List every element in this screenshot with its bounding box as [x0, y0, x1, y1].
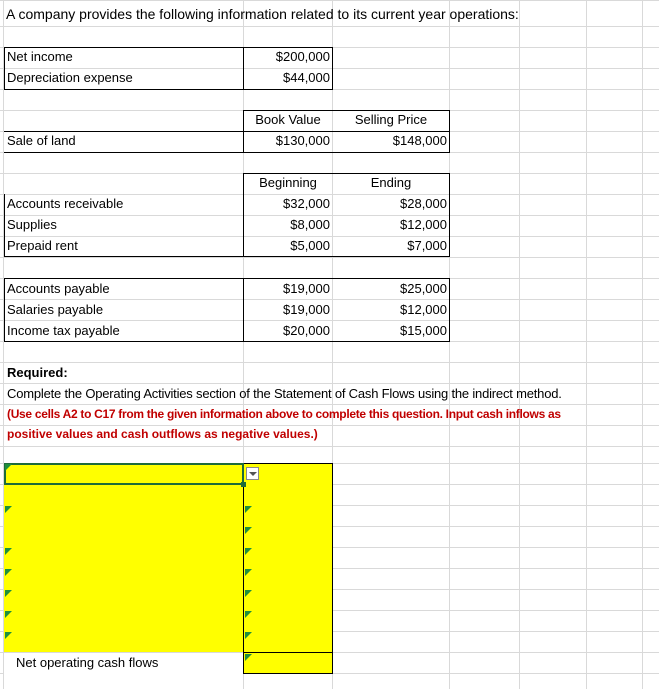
cell-indicator-icon — [245, 611, 252, 618]
cell-indicator-icon — [5, 464, 12, 471]
answer-cell-b4[interactable] — [244, 547, 332, 568]
required-heading: Required: — [7, 365, 68, 380]
prepaid-rent-label[interactable]: Prepaid rent — [7, 238, 78, 253]
required-instruction: Complete the Operating Activities section of the Statement of Cash Flows using the indirect method. — [7, 386, 562, 401]
answer-cell-a5[interactable] — [4, 568, 243, 589]
book-value-header[interactable]: Book Value — [255, 112, 321, 127]
net-income-value[interactable]: $200,000 — [275, 49, 330, 64]
answer-cell-b5[interactable] — [244, 568, 332, 589]
depreciation-label[interactable]: Depreciation expense — [7, 70, 133, 85]
income-tax-payable-ending[interactable]: $15,000 — [400, 323, 447, 338]
header-title: A company provides the following information related to its current year operations: — [6, 6, 519, 22]
cell-indicator-icon — [245, 548, 252, 555]
cell-indicator-icon — [5, 569, 12, 576]
cell-indicator-icon — [5, 611, 12, 618]
answer-cell-b6[interactable] — [244, 589, 332, 610]
accounts-receivable-ending[interactable]: $28,000 — [400, 196, 447, 211]
answer-cell-b2[interactable] — [244, 505, 332, 526]
answer-cell-a6[interactable] — [4, 589, 243, 610]
answer-cell-a4[interactable] — [4, 547, 243, 568]
answer-cell-b7[interactable] — [244, 610, 332, 631]
accounts-payable-ending[interactable]: $25,000 — [400, 281, 447, 296]
net-operating-value-cell[interactable] — [244, 653, 332, 673]
cell-indicator-icon — [245, 506, 252, 513]
answer-cell-b3[interactable] — [244, 526, 332, 547]
land-book-value[interactable]: $130,000 — [275, 133, 330, 148]
salaries-payable-ending[interactable]: $12,000 — [400, 302, 447, 317]
salaries-payable-beginning[interactable]: $19,000 — [283, 302, 330, 317]
answer-cell-a2[interactable] — [4, 505, 243, 526]
cell-indicator-icon — [245, 632, 252, 639]
accounts-payable-label[interactable]: Accounts payable — [7, 281, 110, 296]
dropdown-icon[interactable] — [246, 467, 259, 480]
accounts-payable-beginning[interactable]: $19,000 — [283, 281, 330, 296]
income-tax-payable-beginning[interactable]: $20,000 — [283, 323, 330, 338]
cell-indicator-icon — [5, 506, 12, 513]
answer-cell-b8[interactable] — [244, 631, 332, 652]
answer-cell-a8[interactable] — [4, 631, 243, 652]
accounts-receivable-label[interactable]: Accounts receivable — [7, 196, 124, 211]
cell-indicator-icon — [245, 590, 252, 597]
depreciation-value[interactable]: $44,000 — [283, 70, 330, 85]
active-cell-selection[interactable] — [4, 463, 244, 485]
prepaid-rent-ending[interactable]: $7,000 — [407, 238, 447, 253]
net-income-label[interactable]: Net income — [7, 49, 73, 64]
required-note-line1: (Use cells A2 to C17 from the given information above to complete this question. Input cash inflows as — [7, 407, 561, 421]
accounts-receivable-beginning[interactable]: $32,000 — [283, 196, 330, 211]
required-note-line2: positive values and cash outflows as negative values.) — [7, 427, 318, 441]
cell-indicator-icon — [245, 527, 252, 534]
answer-cell-a3[interactable] — [4, 526, 243, 547]
supplies-beginning[interactable]: $8,000 — [290, 217, 330, 232]
cell-indicator-icon — [5, 632, 12, 639]
salaries-payable-label[interactable]: Salaries payable — [7, 302, 104, 317]
selling-price-header[interactable]: Selling Price — [354, 112, 428, 127]
answer-cell-a7[interactable] — [4, 610, 243, 631]
beginning-header[interactable]: Beginning — [259, 175, 317, 190]
cell-indicator-icon — [5, 548, 12, 555]
land-selling-price[interactable]: $148,000 — [392, 133, 447, 148]
supplies-label[interactable]: Supplies — [7, 217, 57, 232]
net-operating-label[interactable]: Net operating cash flows — [16, 655, 159, 670]
cell-indicator-icon — [5, 590, 12, 597]
answer-cell-b1[interactable] — [244, 484, 332, 505]
prepaid-rent-beginning[interactable]: $5,000 — [290, 238, 330, 253]
cell-indicator-icon — [245, 569, 252, 576]
income-tax-payable-label[interactable]: Income tax payable — [7, 323, 120, 338]
supplies-ending[interactable]: $12,000 — [400, 217, 447, 232]
sale-of-land-label[interactable]: Sale of land — [7, 133, 76, 148]
assets-left-border — [4, 194, 5, 257]
answer-cell-a1[interactable] — [4, 484, 243, 505]
ending-header[interactable]: Ending — [370, 175, 412, 190]
